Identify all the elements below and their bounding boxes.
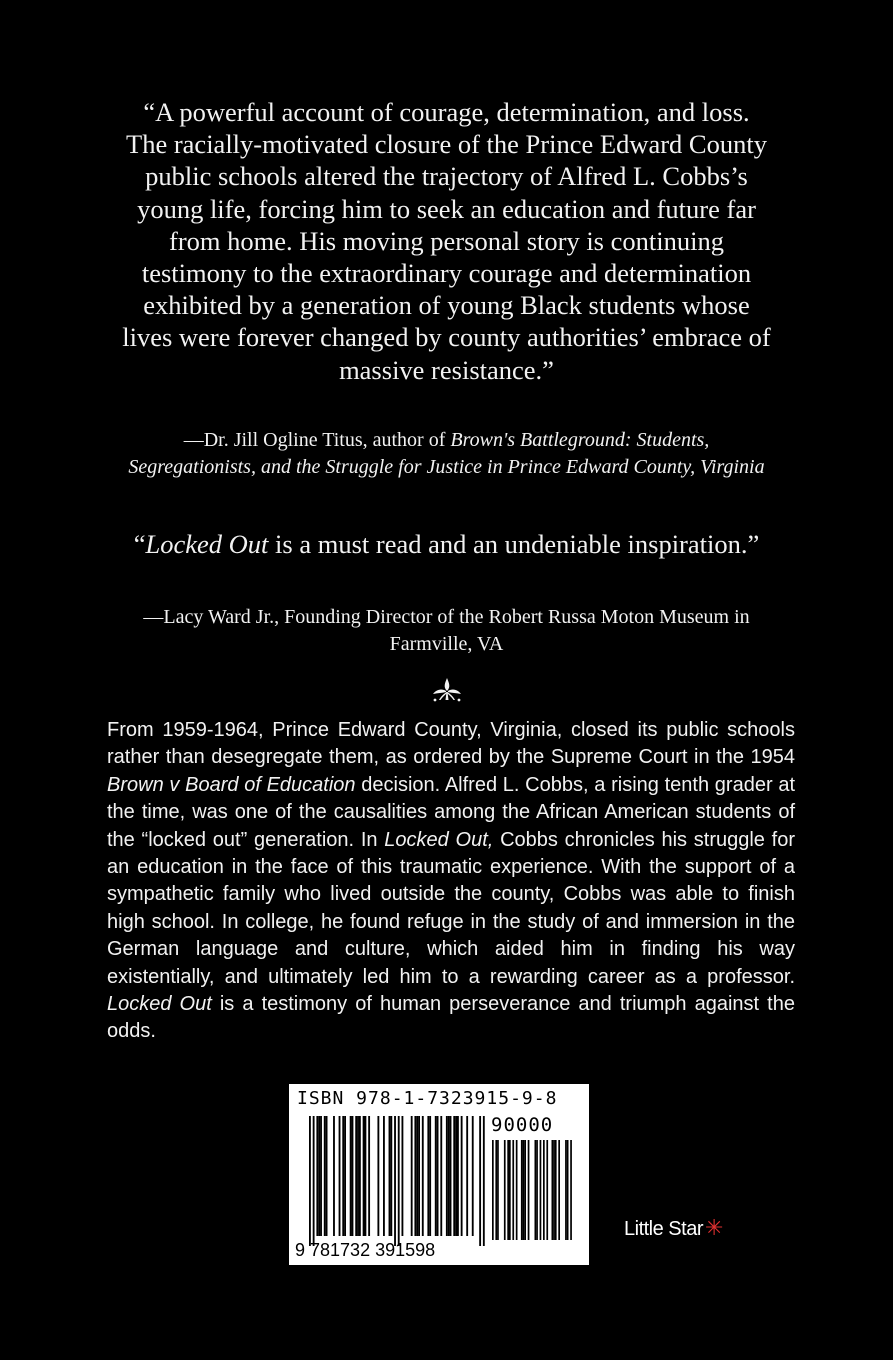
barcode-bar — [402, 1116, 404, 1236]
addon-bar — [546, 1140, 548, 1240]
barcode-bar — [435, 1116, 437, 1236]
addon-bar — [535, 1140, 537, 1240]
barcode-bar — [429, 1116, 431, 1236]
addon-bar — [492, 1140, 494, 1240]
barcode-guard-bar — [483, 1116, 485, 1246]
barcode-bar — [453, 1116, 455, 1236]
barcode-bar — [320, 1116, 322, 1236]
barcode-bar — [339, 1116, 341, 1236]
barcode-bar — [422, 1116, 424, 1236]
addon-bar — [570, 1140, 572, 1240]
barcode-bar — [411, 1116, 413, 1236]
praise-quote-2-attribution — [120, 604, 773, 658]
barcode-bar — [359, 1116, 361, 1236]
addon-bar — [497, 1140, 499, 1240]
addon-bar — [523, 1140, 525, 1240]
addon-bar — [509, 1140, 511, 1240]
barcode-bar — [416, 1116, 418, 1236]
publisher-star-icon: ✳ — [704, 1215, 723, 1240]
ean-barcode-bars — [289, 1084, 589, 1265]
barcode-bar — [333, 1116, 335, 1236]
publisher-name: Little Star — [624, 1218, 703, 1240]
addon-bar — [552, 1140, 554, 1240]
barcode-guard-bar — [394, 1116, 396, 1246]
barcode-bar — [365, 1116, 367, 1236]
barcode-bar — [461, 1116, 463, 1236]
praise-quote-1-attribution — [120, 427, 773, 481]
barcode-bar — [446, 1116, 448, 1236]
barcode-bar — [472, 1116, 474, 1236]
addon-bar — [555, 1140, 557, 1240]
barcode-bar — [448, 1116, 450, 1236]
addon-bar — [528, 1140, 530, 1240]
barcode-bar — [414, 1116, 416, 1236]
addon-bar — [516, 1140, 518, 1240]
description-book-title-2: Locked Out — [107, 993, 212, 1016]
barcode-bar — [318, 1116, 320, 1236]
attribution-1-prefix: —Dr. Jill Ogline Titus, author of — [183, 429, 451, 451]
quote-2-open-mark: “ — [133, 529, 146, 559]
addon-bar — [553, 1140, 555, 1240]
barcode-bar — [344, 1116, 346, 1236]
description-part-3: Cobbs chronicles his struggle for an education in the face of this traumatic experience. With the support of a sympathetic family who lived outside the county, Cobbs was able to finish high school. In college, he found refuge in the study of and immersion in the German language and culture, which aided him in finding his way existentially, and ultimately led him to a rewarding career as a professor. — [107, 828, 796, 988]
barcode-guard-bar — [398, 1116, 400, 1246]
barcode-bar — [418, 1116, 420, 1236]
barcode-bar — [363, 1116, 365, 1236]
addon-bar — [504, 1140, 506, 1240]
addon-bar — [536, 1140, 538, 1240]
praise-quote-2 — [120, 528, 773, 560]
barcode-guard-bar — [479, 1116, 481, 1246]
addon-bar — [567, 1140, 569, 1240]
isbn-barcode — [289, 1084, 589, 1265]
barcode-bar — [326, 1116, 328, 1236]
barcode-bar — [357, 1116, 359, 1236]
isbn-label: ISBN 978-1-7323915-9-8 — [297, 1088, 558, 1109]
barcode-bar — [427, 1116, 429, 1236]
barcode-bar — [466, 1116, 468, 1236]
barcode-bar — [352, 1116, 354, 1236]
description-part-2: decision. Alfred L. Cobbs, a rising tenth grader at the time, was one of the causalities among the African American students of the “locked out” generation. In — [107, 773, 796, 851]
attribution-1-book-title: Brown's Battleground: Students, Segregationists, and the Struggle for Justice in Prince Edward County, Virginia — [128, 429, 765, 478]
praise-quote-1 — [120, 96, 773, 386]
description-case-name: Brown v Board of Education — [107, 773, 356, 796]
barcode-bar — [324, 1116, 326, 1236]
quote-2-book-title: Locked Out — [145, 529, 269, 559]
barcode-guard-bar — [309, 1116, 311, 1246]
barcode-bar — [450, 1116, 452, 1236]
addon-bar — [558, 1140, 560, 1240]
description-part-1: From 1959-1964, Prince Edward County, Virginia, closed its public schools rather than desegregate them, as ordered by the Supreme Court in the 1954 — [107, 719, 795, 769]
barcode-bar — [342, 1116, 344, 1236]
ean-digits: 9 781732 391598 — [295, 1240, 436, 1260]
addon-bar — [512, 1140, 514, 1240]
barcode-bar — [383, 1116, 385, 1236]
barcode-bar — [389, 1116, 391, 1236]
book-description — [107, 717, 795, 1046]
barcode-guard-bar — [313, 1116, 315, 1246]
addon-bar — [507, 1140, 509, 1240]
barcode-bar — [437, 1116, 439, 1236]
description-part-4: is a testimony of human perseverance and triumph against the odds. — [107, 993, 795, 1043]
barcode-bar — [440, 1116, 442, 1236]
addon-bar — [521, 1140, 523, 1240]
addon-bar — [495, 1140, 497, 1240]
fleuron-ornament-icon — [430, 676, 464, 702]
barcode-bar — [368, 1116, 370, 1236]
publisher-logo — [624, 1215, 723, 1241]
addon-bar — [524, 1140, 526, 1240]
barcode-bar — [455, 1116, 457, 1236]
barcode-bar — [316, 1116, 318, 1236]
barcode-bar — [350, 1116, 352, 1236]
praise-quote-1-text: “A powerful account of courage, determination, and loss. The racially-motivated closure of the Prince Edward County public schools altered the trajectory of Alfred L. Cobbs’s young life, forcing him to seek an education and future far from home. His moving personal story is continuing testimony to the extraordinary courage and determination exhibited by a generation of young Black students whose lives were forever changed by county authorities’ embrace of massive resistance.” — [122, 97, 771, 385]
praise-quote-2-text: is a must read and an undeniable inspiration.” — [268, 529, 760, 559]
barcode-bar — [377, 1116, 379, 1236]
addon-bar — [543, 1140, 545, 1240]
price-code: 90000 — [491, 1114, 554, 1136]
addon-bar — [565, 1140, 567, 1240]
addon-bar — [540, 1140, 542, 1240]
description-book-title-1: Locked Out, — [384, 828, 494, 851]
attribution-2-text: —Lacy Ward Jr., Founding Director of the Robert Russa Moton Museum in Farmville, VA — [143, 606, 750, 655]
barcode-bar — [390, 1116, 392, 1236]
barcode-bar — [457, 1116, 459, 1236]
barcode-bar — [355, 1116, 357, 1236]
